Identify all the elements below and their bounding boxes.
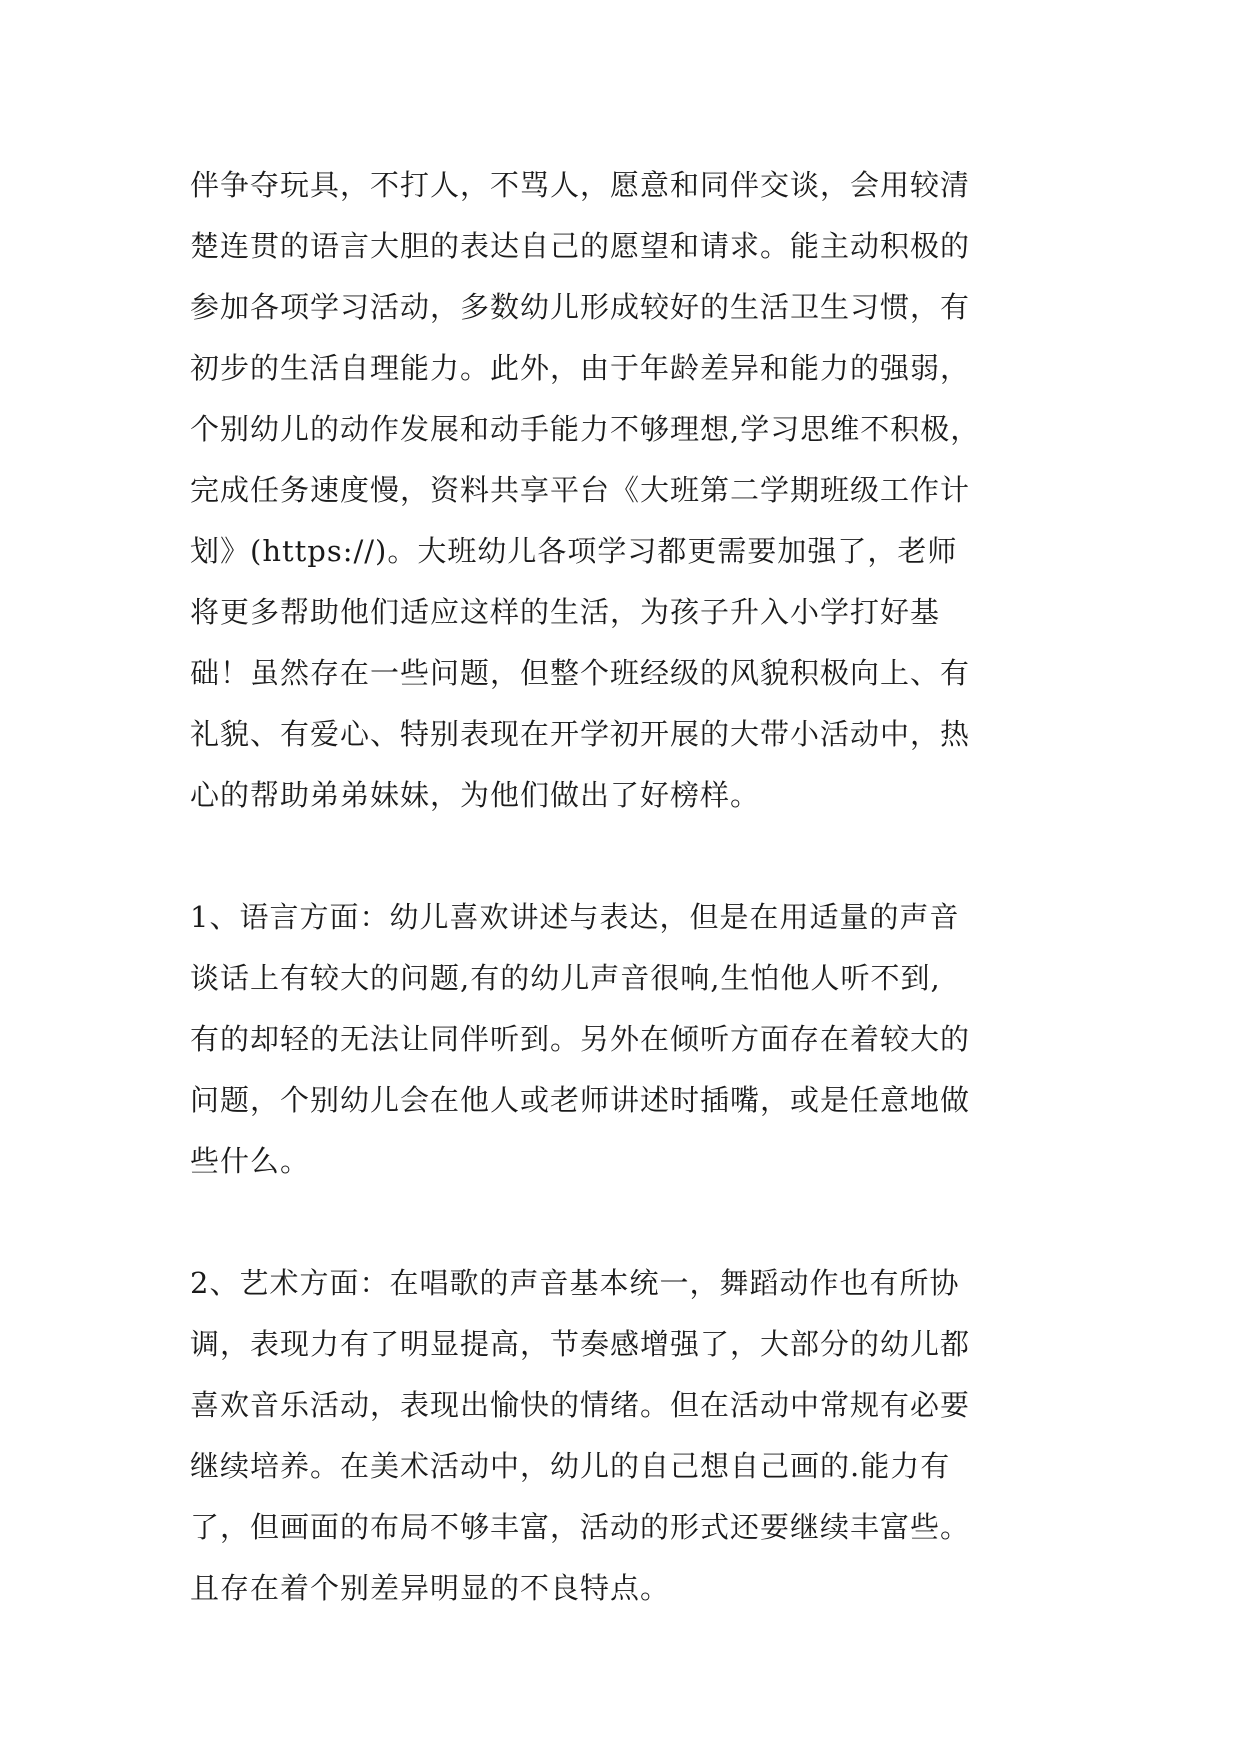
text-line: 喜欢音乐活动，表现出愉快的情绪。但在活动中常规有必要 xyxy=(190,1388,971,1422)
text-line: 了，但画面的布局不够丰富，活动的形式还要继续丰富些。 xyxy=(190,1510,971,1544)
paragraph-art xyxy=(190,1253,1070,1619)
text-line: 问题，个别幼儿会在他人或老师讲述时插嘴，或是任意地做 xyxy=(190,1083,971,1117)
text-line: 参加各项学习活动，多数幼儿形成较好的生活卫生习惯，有 xyxy=(190,290,971,324)
text-line: 个别幼儿的动作发展和动手能力不够理想,学习思维不积极， xyxy=(190,412,981,446)
text-line: 2、艺术方面：在唱歌的声音基本统一，舞蹈动作也有所协 xyxy=(190,1266,960,1300)
text-line: 将更多帮助他们适应这样的生活，为孩子升入小学打好基 xyxy=(190,595,941,629)
document-body xyxy=(190,155,1070,1619)
text-line: 础！虽然存在一些问题，但整个班经级的风貌积极向上、有 xyxy=(190,656,971,690)
paragraph-spacer xyxy=(190,1192,1070,1253)
text-line: 划》(https://)。大班幼儿各项学习都更需要加强了，老师 xyxy=(190,534,958,568)
text-line: 且存在着个别差异明显的不良特点。 xyxy=(190,1571,671,1605)
text-line: 1、语言方面：幼儿喜欢讲述与表达，但是在用适量的声音 xyxy=(190,900,960,934)
text-line: 初步的生活自理能力。此外，由于年龄差异和能力的强弱， xyxy=(190,351,971,385)
text-line: 有的却轻的无法让同伴听到。另外在倾听方面存在着较大的 xyxy=(190,1022,971,1056)
text-line: 伴争夺玩具，不打人，不骂人，愿意和同伴交谈，会用较清 xyxy=(190,168,971,202)
text-line: 完成任务速度慢，资料共享平台《大班第二学期班级工作计 xyxy=(190,473,971,507)
text-line: 些什么。 xyxy=(190,1144,311,1178)
text-line: 楚连贯的语言大胆的表达自己的愿望和请求。能主动积极的 xyxy=(190,229,971,263)
text-line: 谈话上有较大的问题,有的幼儿声音很响,生怕他人听不到, xyxy=(190,961,941,995)
paragraph-language xyxy=(190,887,1070,1192)
text-line: 调，表现力有了明显提高，节奏感增强了，大部分的幼儿都 xyxy=(190,1327,971,1361)
text-line: 心的帮助弟弟妹妹，为他们做出了好榜样。 xyxy=(190,778,761,812)
paragraph-class-overview xyxy=(190,155,1070,826)
text-line: 继续培养。在美术活动中，幼儿的自己想自己画的.能力有 xyxy=(190,1449,951,1483)
paragraph-spacer xyxy=(190,826,1070,887)
text-line: 礼貌、有爱心、特别表现在开学初开展的大带小活动中，热 xyxy=(190,717,971,751)
